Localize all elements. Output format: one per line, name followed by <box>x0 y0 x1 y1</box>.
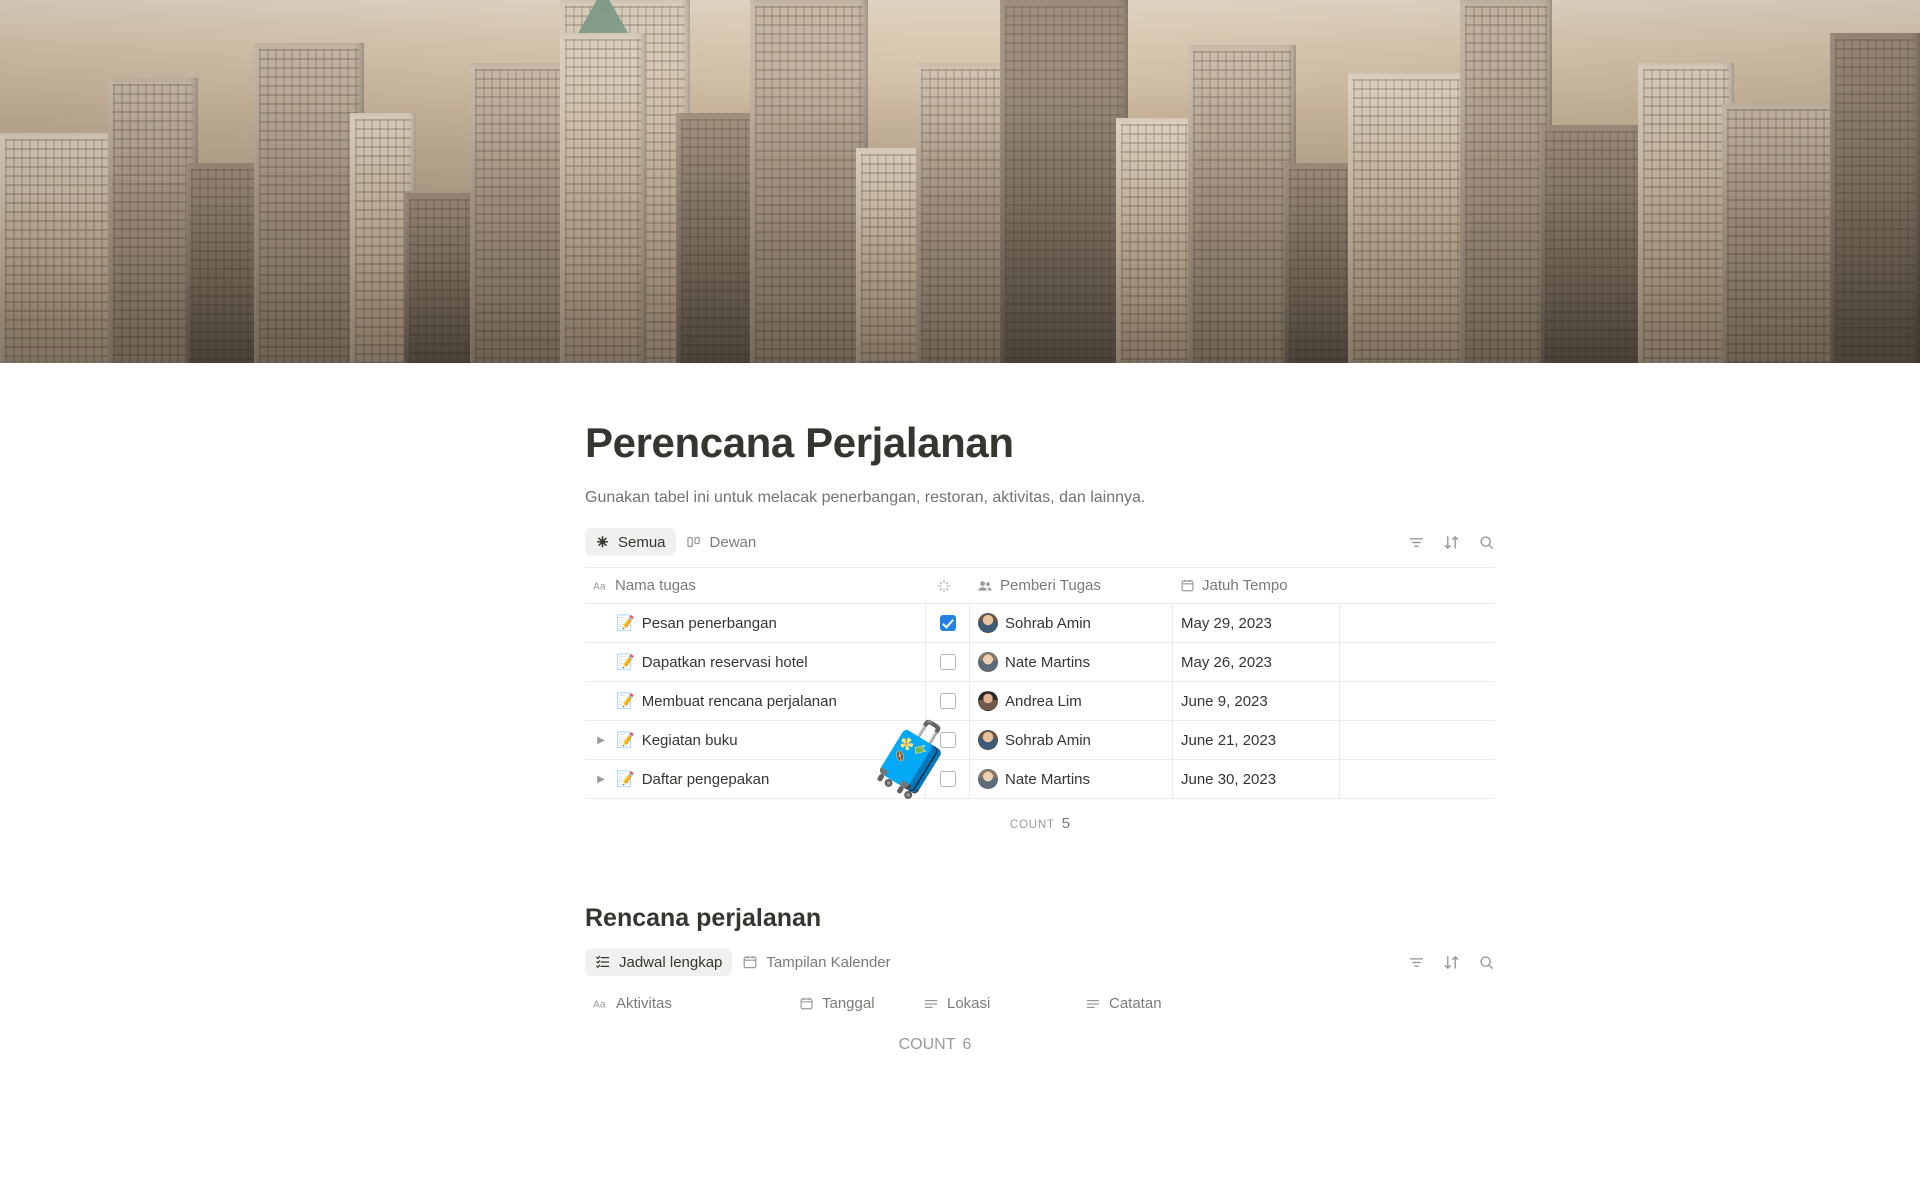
tasks-table <box>585 567 1495 799</box>
page-body <box>0 419 1920 1054</box>
building <box>1638 63 1734 363</box>
column-header-lokasi[interactable] <box>915 989 1077 1018</box>
column-header-label: Pemberi Tugas <box>1000 577 1101 594</box>
cell-status[interactable] <box>925 643 969 681</box>
avatar <box>978 613 998 633</box>
cell-blank[interactable] <box>1339 721 1495 759</box>
calendar-icon <box>799 996 814 1011</box>
board-icon <box>686 534 702 550</box>
column-header-label: Catatan <box>1109 995 1162 1012</box>
filter-icon[interactable] <box>1408 534 1425 551</box>
building <box>470 63 574 363</box>
loading-status-icon <box>937 579 951 593</box>
trip-toolbar-actions <box>1408 954 1495 971</box>
column-header-label: Nama tugas <box>615 577 696 594</box>
table-row[interactable] <box>585 760 1495 799</box>
table-header-row <box>585 568 1495 604</box>
asterisk-icon <box>595 535 610 550</box>
avatar <box>978 691 998 711</box>
person-icon <box>977 578 993 594</box>
column-header-aktivitas[interactable] <box>585 989 791 1018</box>
tab-semua-label: Semua <box>618 533 666 551</box>
row-title: Membuat rencana perjalanan <box>641 692 837 710</box>
chevron-right-icon[interactable]: ▶ <box>597 773 605 785</box>
filter-icon[interactable] <box>1408 954 1425 971</box>
building <box>1830 33 1920 363</box>
tasks-count[interactable] <box>585 799 1495 832</box>
list-view-icon <box>595 954 611 970</box>
text-type-icon <box>593 996 608 1011</box>
assignee-name: Andrea Lim <box>1005 692 1082 710</box>
cell-nama-tugas[interactable] <box>585 604 925 642</box>
cell-pemberi-tugas[interactable] <box>969 682 1172 720</box>
tab-semua[interactable] <box>585 528 676 556</box>
count-label: COUNT <box>898 1036 956 1053</box>
trip-count[interactable] <box>585 1018 1285 1054</box>
cell-pemberi-tugas[interactable] <box>969 604 1172 642</box>
page-emoji-icon: 📝 <box>616 654 635 671</box>
cell-blank[interactable] <box>1339 760 1495 798</box>
trip-view-toolbar <box>585 945 1495 979</box>
building <box>0 133 120 363</box>
cell-status[interactable] <box>925 604 969 642</box>
tab-jadwal-label: Jadwal lengkap <box>619 953 723 971</box>
cell-jatuh-tempo[interactable]: May 29, 2023 <box>1172 604 1339 642</box>
building <box>750 0 868 363</box>
cell-jatuh-tempo[interactable]: June 21, 2023 <box>1172 721 1339 759</box>
column-header-jatuh-tempo[interactable] <box>1172 568 1339 603</box>
cell-blank[interactable] <box>1339 604 1495 642</box>
text-type-icon <box>593 578 608 593</box>
tasks-view-toolbar <box>585 525 1495 559</box>
page-emoji-icon: 📝 <box>616 732 635 749</box>
trip-database <box>585 904 1420 1054</box>
building <box>916 63 1012 363</box>
trip-column-headers <box>585 989 1495 1018</box>
count-label: COUNT <box>1009 819 1055 831</box>
assignee-name: Nate Martins <box>1005 770 1091 788</box>
column-header-pemberi-tugas[interactable] <box>969 568 1172 603</box>
building <box>1540 125 1650 363</box>
row-title: Pesan penerbangan <box>641 614 777 632</box>
tab-kalender-label: Tampilan Kalender <box>766 953 891 971</box>
page-emoji-icon: 📝 <box>616 693 635 710</box>
checkbox-checked[interactable] <box>940 615 956 631</box>
cell-nama-tugas[interactable] <box>585 682 925 720</box>
column-header-label: Aktivitas <box>616 995 672 1012</box>
cell-jatuh-tempo[interactable]: May 26, 2023 <box>1172 643 1339 681</box>
column-header-add[interactable] <box>1339 568 1495 603</box>
sort-icon[interactable] <box>1443 954 1460 971</box>
building <box>1188 45 1296 363</box>
avatar <box>978 769 998 789</box>
table-row[interactable] <box>585 643 1495 682</box>
checkbox-unchecked[interactable] <box>940 693 956 709</box>
building <box>254 43 364 363</box>
column-header-tanggal[interactable] <box>791 989 915 1018</box>
column-header-label: Lokasi <box>947 995 991 1012</box>
section-heading: Rencana perjalanan <box>585 904 822 932</box>
cell-jatuh-tempo[interactable]: June 30, 2023 <box>1172 760 1339 798</box>
building <box>1348 73 1472 363</box>
column-header-label: Jatuh Tempo <box>1202 577 1288 594</box>
cell-blank[interactable] <box>1339 643 1495 681</box>
building <box>108 78 198 363</box>
count-value: 6 <box>962 1036 972 1053</box>
building <box>186 163 264 363</box>
assignee-name: Nate Martins <box>1005 653 1091 671</box>
cell-pemberi-tugas[interactable] <box>969 721 1172 759</box>
column-header-label: Tanggal <box>822 995 875 1012</box>
search-icon[interactable] <box>1478 534 1495 551</box>
assignee-name: Sohrab Amin <box>1005 731 1091 749</box>
page-cover <box>0 0 1920 363</box>
page-description: Gunakan tabel ini untuk melacak penerbangan, restoran, aktivitas, dan lainnya. <box>585 489 1146 506</box>
sort-icon[interactable] <box>1443 534 1460 551</box>
column-header-catatan[interactable] <box>1077 989 1277 1018</box>
tasks-database <box>585 525 1420 832</box>
row-title: Daftar pengepakan <box>641 770 770 788</box>
text-lines-icon <box>1085 996 1101 1012</box>
text-lines-icon <box>923 996 939 1012</box>
column-header-status[interactable] <box>925 568 969 603</box>
landmark-tower <box>560 33 646 363</box>
cell-nama-tugas[interactable] <box>585 643 925 681</box>
cell-pemberi-tugas[interactable] <box>969 760 1172 798</box>
cell-pemberi-tugas[interactable] <box>969 643 1172 681</box>
tab-dewan[interactable] <box>676 528 767 556</box>
building <box>1722 103 1842 363</box>
table-row[interactable] <box>585 682 1495 721</box>
assignee-name: Sohrab Amin <box>1005 614 1091 632</box>
svg-text:Aa: Aa <box>593 581 606 593</box>
page-content <box>500 419 1420 1054</box>
tasks-toolbar-actions <box>1408 534 1495 551</box>
cell-jatuh-tempo[interactable]: June 9, 2023 <box>1172 682 1339 720</box>
column-header-nama-tugas[interactable] <box>585 568 925 603</box>
count-value: 5 <box>1061 815 1071 832</box>
table-row[interactable] <box>585 604 1495 643</box>
avatar <box>978 652 998 672</box>
page-title: Perencana Perjalanan <box>585 419 1014 466</box>
building <box>1000 0 1128 363</box>
svg-text:Aa: Aa <box>593 999 606 1011</box>
calendar-view-icon <box>742 954 758 970</box>
row-title: Kegiatan buku <box>641 731 738 749</box>
tab-jadwal-lengkap[interactable] <box>585 948 732 976</box>
calendar-icon <box>1180 578 1195 593</box>
search-icon[interactable] <box>1478 954 1495 971</box>
avatar <box>978 730 998 750</box>
building <box>1460 0 1552 363</box>
page-icon[interactable]: 🧳 <box>867 720 957 800</box>
tower-roof <box>578 0 628 33</box>
table-row[interactable] <box>585 721 1495 760</box>
checkbox-unchecked[interactable] <box>940 654 956 670</box>
page-emoji-icon: 📝 <box>616 615 635 632</box>
tab-dewan-label: Dewan <box>709 533 757 551</box>
chevron-right-icon[interactable]: ▶ <box>597 734 605 746</box>
cell-blank[interactable] <box>1339 682 1495 720</box>
row-title: Dapatkan reservasi hotel <box>641 653 808 671</box>
tab-tampilan-kalender[interactable] <box>732 948 900 976</box>
building <box>404 193 476 363</box>
page-emoji-icon: 📝 <box>616 771 635 788</box>
cell-status[interactable] <box>925 682 969 720</box>
